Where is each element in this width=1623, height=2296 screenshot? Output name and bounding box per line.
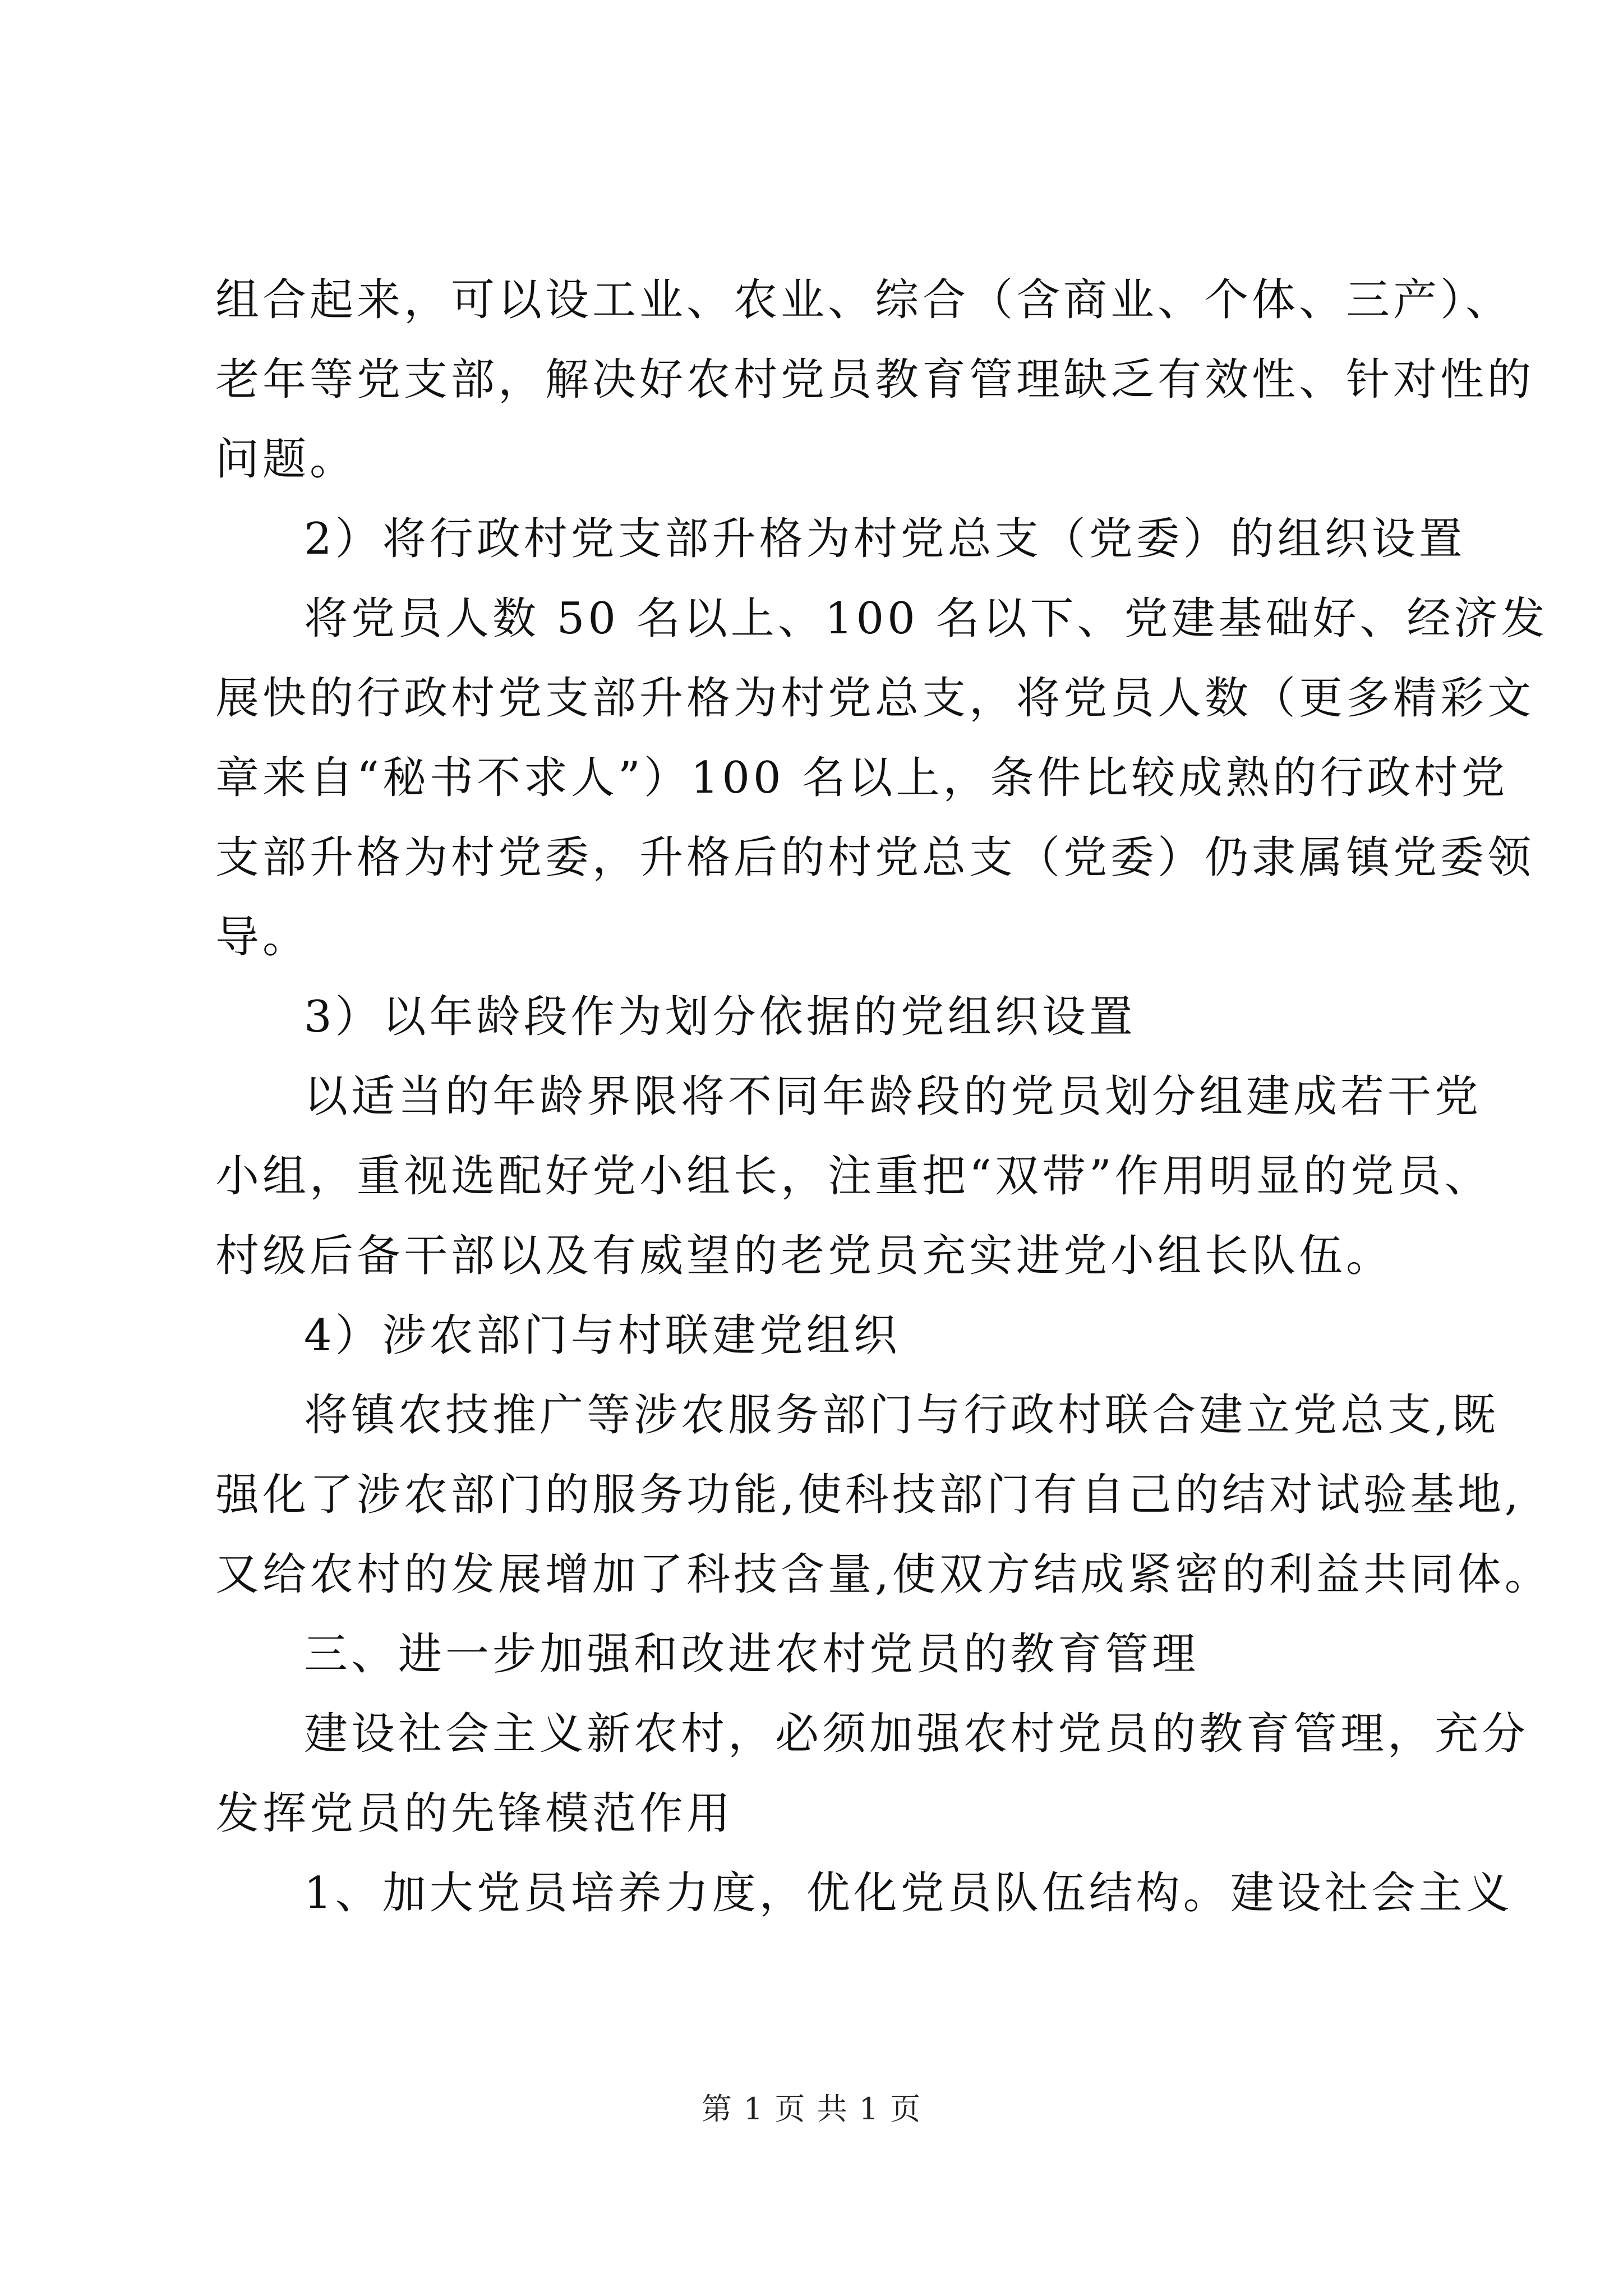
text-line-2: 老年等党支部，解决好农村党员教育管理缺乏有效性、针对性的 xyxy=(215,355,1535,405)
subheading-2: 2）将行政村党支部升格为村党总支（党委）的组织设置 xyxy=(304,514,1466,564)
text-line-16: 强化了涉农部门的服务功能,使科技部门有自己的结对试验基地, xyxy=(215,1470,1522,1520)
text-line-5: 将党员人数 50 名以上、100 名以下、党建基础好、经济发 xyxy=(304,593,1548,644)
subheading-4: 4）涉农部门与村联建党组织 xyxy=(304,1310,901,1361)
text-line-19: 建设社会主义新农村，必须加强农村党员的教育管理，充分 xyxy=(304,1709,1529,1759)
section-heading-3: 三、进一步加强和改进农村党员的教育管理 xyxy=(304,1629,1200,1680)
text-line-21: 1、加大党员培养力度，优化党员队伍结构。建设社会主义 xyxy=(304,1868,1513,1918)
text-line-15: 将镇农技推广等涉农服务部门与行政村联合建立党总支,既 xyxy=(304,1390,1499,1441)
text-line-8: 支部升格为村党委，升格后的村党总支（党委）仍隶属镇党委领 xyxy=(215,832,1535,883)
subheading-3: 3）以年龄段作为划分依据的党组织设置 xyxy=(304,992,1136,1042)
text-line-1: 组合起来，可以设工业、农业、综合（含商业、个体、三产）、 xyxy=(215,275,1513,325)
text-line-9: 导。 xyxy=(215,912,310,963)
text-line-17: 又给农村的发展增加了科技含量,使双方结成紧密的利益共同体。 xyxy=(215,1549,1552,1600)
text-line-20: 发挥党员的先锋模范作用 xyxy=(215,1788,734,1839)
page-footer: 第 1 页 共 1 页 xyxy=(701,2091,922,2127)
text-line-13: 村级后备干部以及有威望的老党员充实进党小组长队伍。 xyxy=(215,1231,1394,1281)
text-line-3: 问题。 xyxy=(215,434,357,485)
text-line-7: 章来自“秘书不求人”）100 名以上，条件比较成熟的行政村党 xyxy=(215,753,1509,803)
text-line-11: 以适当的年龄界限将不同年龄段的党员划分组建成若干党 xyxy=(304,1071,1482,1122)
text-line-6: 展快的行政村党支部升格为村党总支，将党员人数（更多精彩文 xyxy=(215,673,1535,724)
text-line-12: 小组，重视选配好党小组长，注重把“双带”作用明显的党员、 xyxy=(215,1151,1492,1202)
